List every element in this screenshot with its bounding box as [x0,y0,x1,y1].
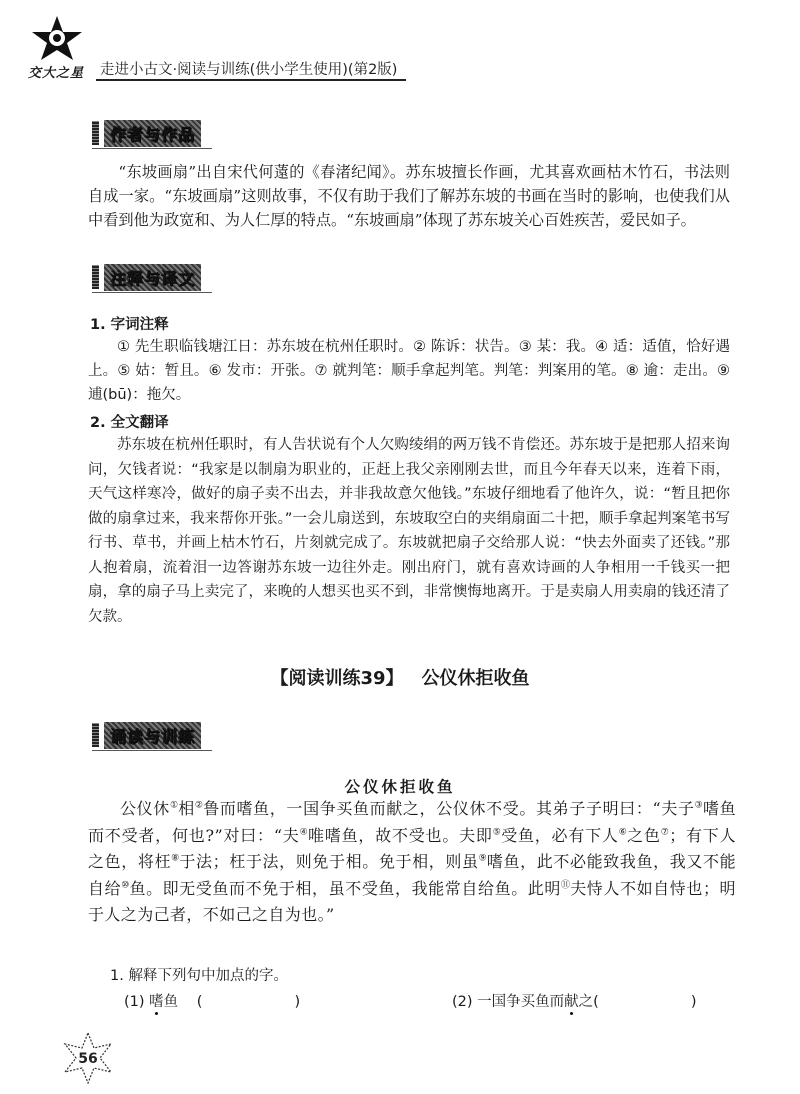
passage-segment: 相 [178,799,195,818]
passage-segment: 公仪休 [120,799,170,818]
passage-segment: 受鱼，必有下人 [501,825,619,845]
note-marker: ⑧ [171,853,180,864]
passage-segment: 于法；枉于法，则免于相。免于相，则虽 [179,852,479,871]
passage-segment: 之色 [627,825,661,845]
note-marker: ② [194,800,204,811]
note-marker: ① [169,800,179,811]
star-badge-icon [60,1030,116,1086]
tag-bar-icon [92,121,99,145]
translation-heading: 2. 全文翻译 [90,415,169,431]
passage-segment: 唯嗜鱼，故不受也。夫即 [308,825,493,845]
note-marker: ⑥ [618,827,628,838]
passage-segment: 嗜鱼而不受者，何也?”对曰：“夫 [88,799,736,845]
question-1: 1. 解释下列句中加点的字。 [110,968,288,984]
note-marker: ⑩ [121,880,130,891]
lesson-number: 【阅读训练39】 [270,668,404,689]
page-number-badge [60,1030,116,1086]
note-marker: ⑦ [660,827,670,838]
passage-title: 公仪休拒收鱼 [344,777,456,796]
note-marker: ⑤ [492,827,502,838]
passage-segment: 鲁而嗜鱼，一国争买鱼而献之，公仪休不受。其弟子子明曰：“夫子 [203,799,695,818]
section-tag-author-works [92,120,201,146]
question-1-item-2: (2) 一国争买鱼而献之( ) [452,994,697,1010]
section-tag-reading-training [92,722,201,748]
note-marker: ⑪ [560,880,571,891]
passage-segment: 嗜鱼，此不必能致我鱼，我又不能自给 [88,852,736,898]
lesson-title [0,664,800,690]
passage-segment: 夫恃人不如自恃也；明于人之为己者，不如己之自为也。” [88,878,736,924]
notes-heading: 1. 字词注释 [90,317,169,333]
word-notes-text: ① 先生职临钱塘江日：苏东坡在杭州任职时。② 陈诉：状告。③ 某：我。④ 适：适值，恰好遇上。⑤ 姑：暂且。⑥ 发市：开张。⑦ 就判笔：顺手拿起判笔。判笔：判案用的笔。⑧ 逾：走出。⑨ 逋(bū)：拖欠。 [88,339,730,403]
dotted-char: 嗜 [149,994,164,1010]
classical-passage [88,796,736,929]
author-works-text: “东坡画扇”出自宋代何薳的《春渚纪闻》。苏东坡擅长作画，尤其喜欢画枯木竹石，书法则自成一家。“东坡画扇”这则故事，不仅有助于我们了解苏东坡的书画在当时的影响，也使我们从中看到他为政宽和、为人仁厚的特点。“东坡画扇”体现了苏东坡关心百姓疾苦，爱民如子。 [88,163,730,229]
section-tag-notes-translation [92,264,201,290]
section-label: 注释与译文 [104,264,201,291]
note-marker: ④ [299,827,309,838]
series-title: 走进小古文·阅读与训练(供小学生使用)(第2版) [100,62,398,78]
page-number: 56 [78,1051,98,1067]
section-label: 作者与作品 [104,120,201,147]
dotted-char: 献 [564,994,579,1010]
header-rule [96,79,406,81]
section-label: 诵读与训练 [104,722,201,749]
lesson-name: 公仪休拒收鱼 [421,668,530,689]
tag-bar-icon [92,723,99,747]
tag-bar-icon [92,265,99,289]
note-marker: ⑨ [478,853,487,864]
note-marker: ③ [694,800,703,811]
translation-text: 苏东坡在杭州任职时，有人告状说有个人欠购绫绢的两万钱不肯偿还。苏东坡于是把那人招来询问，欠钱者说：“我家是以制扇为职业的，正赶上我父亲刚刚去世，而且今年春天以来，连着下雨，天气这样寒冷，做好的扇子卖不出去，并非我故意欠他钱。”东坡仔细地看了他许久，说：“暂且把你做的扇拿过来，我来帮你开张。”一会儿扇送到，东坡取空白的夹绢扇面二十把，顺手拿起判案笔书写行书、草书，并画上枯木竹石，片刻就完成了。东坡就把扇子交给那人说：“快去外面卖了还钱。”那人抱着扇，流着泪一边答谢苏东坡一边往外走。刚出府门，就有喜欢诗画的人争相用一千钱买一把扇，拿的扇子马上卖完了，来晚的人想买也买不到，非常懊悔地离开。于是卖扇人用卖扇的钱还清了欠款。 [88,437,730,625]
passage-segment: ；有下人之色，将枉 [88,825,736,871]
passage-segment: 鱼。即无受鱼而不免于相，虽不受鱼，我能常自给鱼。此明 [129,878,561,898]
question-1-item-1: (1) 嗜鱼 ( ) [124,994,301,1010]
brand-logotype: 交大之星 [28,66,85,81]
